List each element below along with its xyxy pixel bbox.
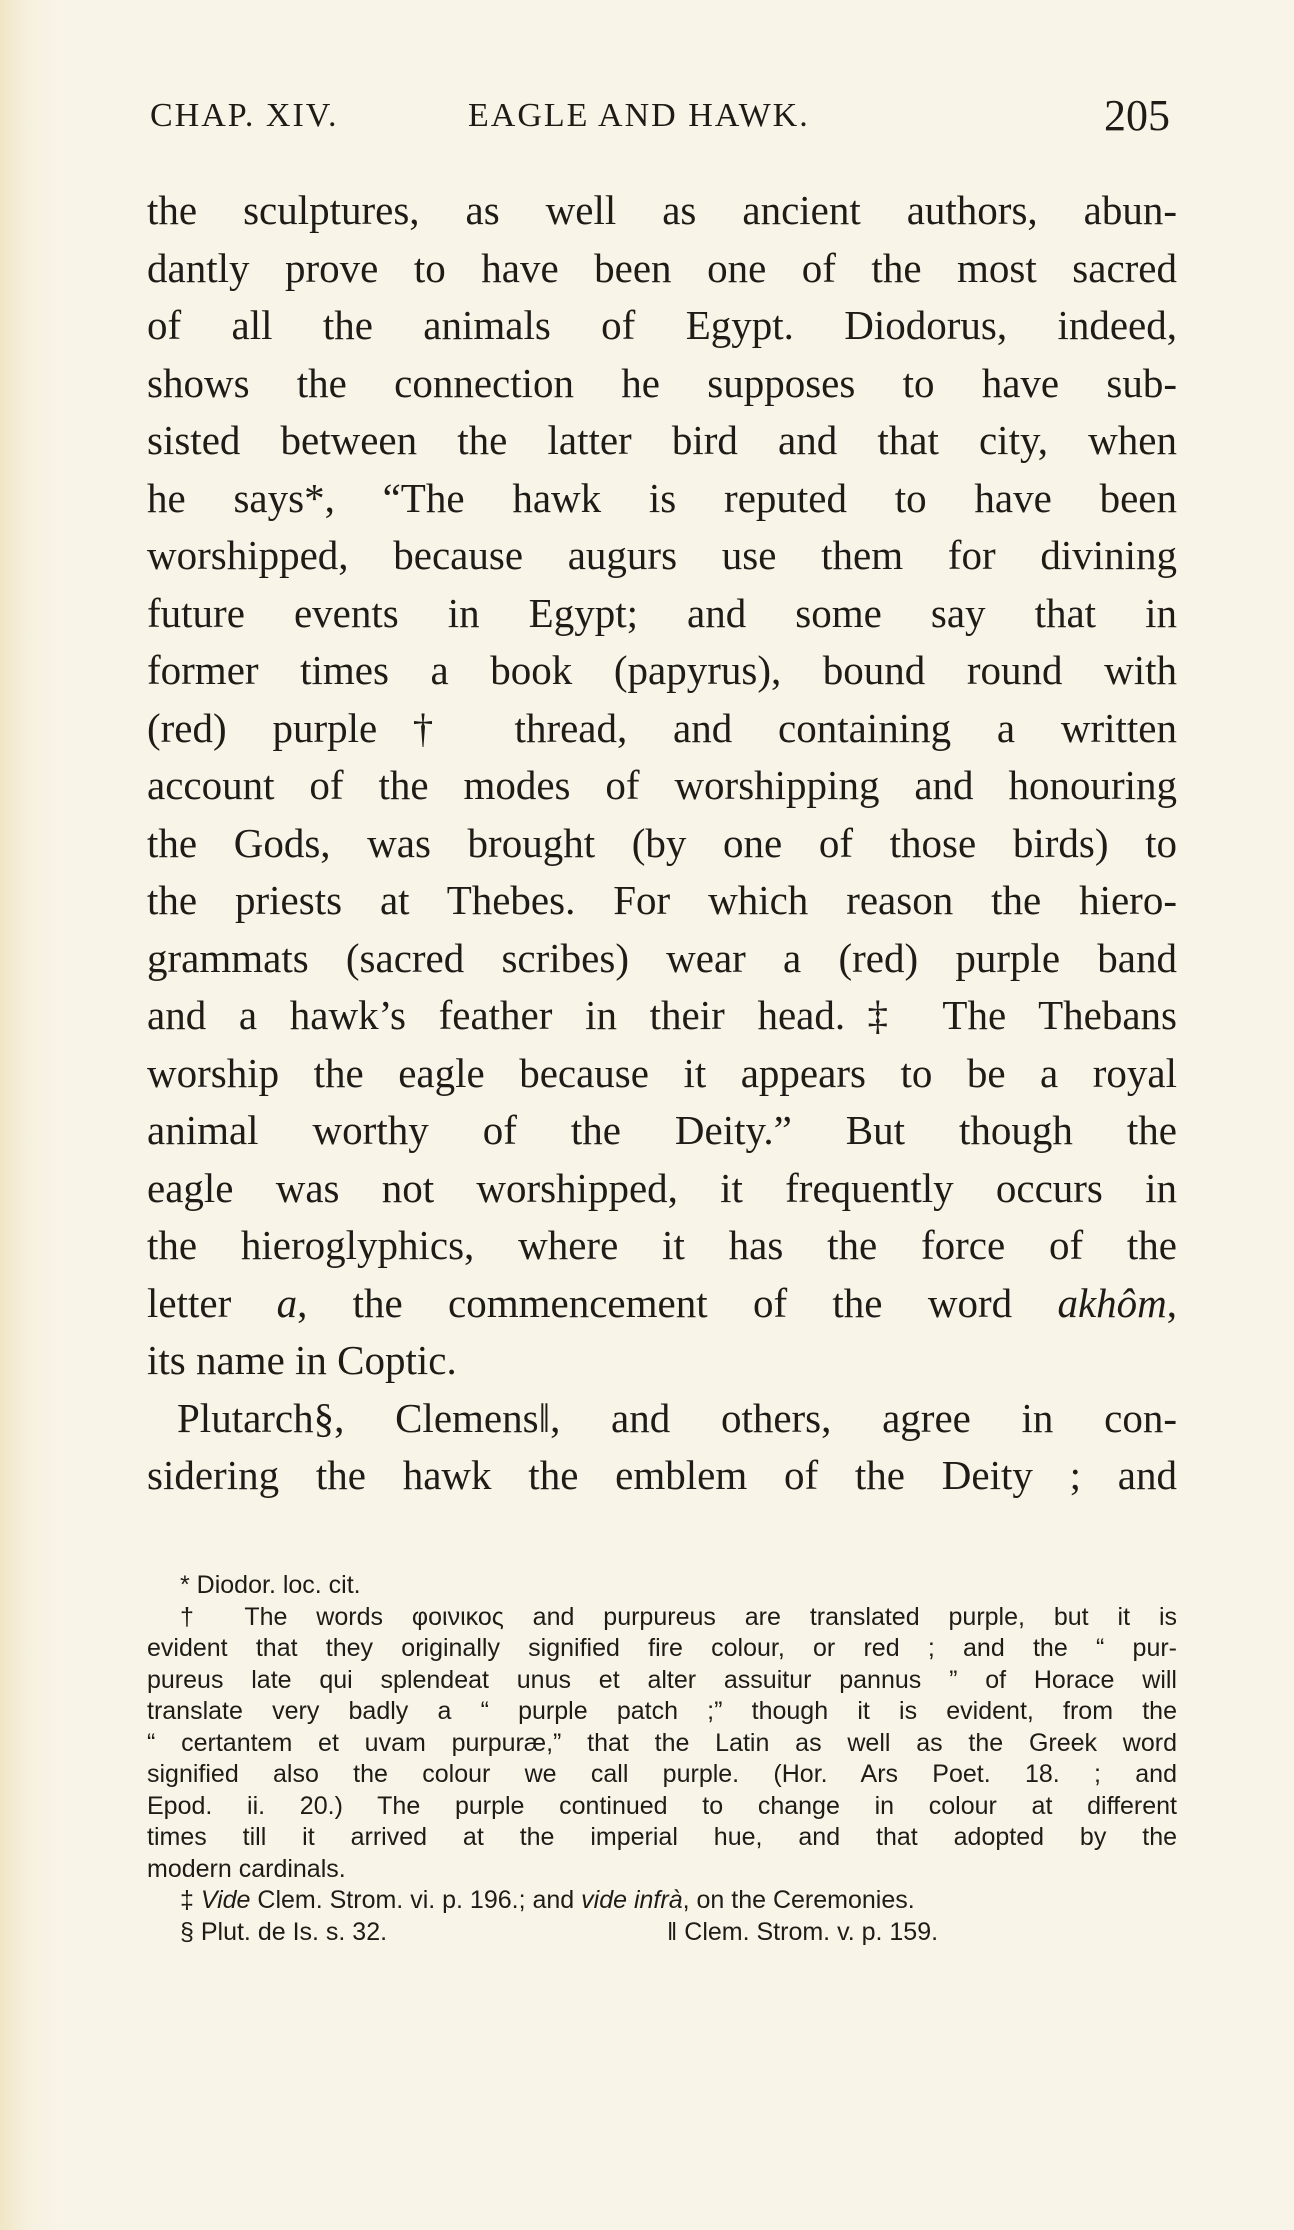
footnote-4: § Plut. de Is. s. 32. (180, 1917, 388, 1946)
chapter-label: CHAP. XIV. (150, 97, 339, 134)
text-line: worship the eagle because it appears to be a royal (147, 1049, 1177, 1096)
text-line: its name in Coptic. (147, 1337, 457, 1383)
text-line: grammats (sacred scribes) wear a (red) purple band (147, 934, 1177, 981)
text-line: and a hawk’s feather in their head.‡ The Thebans (147, 992, 1177, 1038)
footnote-2-line: signified also the colour we call purple. (Hor. Ars Poet. 18. ; and (147, 1760, 1177, 1788)
text-line: the sculptures, as well as ancient authors, abun- (147, 187, 1177, 233)
footnotes (147, 1570, 1177, 1948)
text-fragment: , (1166, 1279, 1177, 1326)
text-line: sisted between the latter bird and that city, when (147, 417, 1177, 463)
text-line: shows the connection he supposes to have sub- (147, 359, 1177, 406)
text-fragment: , on the Ceremonies. (682, 1886, 915, 1914)
footnote-2-line: evident that they originally signified fire colour, or red ; and the “ pur- (147, 1634, 1177, 1662)
text-line: he says*, “The hawk is reputed to have been (147, 474, 1177, 521)
text-line: former times a book (papyrus), bound round with (147, 647, 1177, 693)
text-line: future events in Egypt; and some say that in (147, 589, 1177, 636)
text-fragment: letter (147, 1279, 277, 1326)
footnote-2-line: Epod. ii. 20.) The purple continued to change in colour at different (147, 1791, 1177, 1820)
footnote-2-line: translate very badly a “ purple patch ;” though it is evident, from the (147, 1697, 1177, 1725)
footnote-2-line: † The words φοινικος and purpureus are translated purple, but it is (180, 1602, 1177, 1631)
text-line: dantly prove to have been one of the most sacred (147, 244, 1177, 291)
page-number: 205 (1104, 91, 1170, 140)
italic-vide: Vide (200, 1886, 251, 1914)
text-line: animal worthy of the Deity.” But though the (147, 1107, 1177, 1153)
footnote-4-row (147, 1917, 1177, 1949)
running-title: EAGLE AND HAWK. (468, 97, 810, 134)
text-fragment: Clem. Strom. vi. p. 196.; and (250, 1886, 582, 1914)
text-line: sidering the hawk the emblem of the Deity ; and (147, 1452, 1177, 1498)
footnote-1: * Diodor. loc. cit. (180, 1571, 361, 1599)
text-line: of all the animals of Egypt. Diodorus, indeed, (147, 302, 1177, 348)
text-line: Plutarch§, Clemens‖, and others, agree in con- (177, 1394, 1177, 1441)
text-line: worshipped, because augurs use them for divining (147, 532, 1177, 578)
main-text (147, 182, 1177, 1505)
italic-letter-a: a (276, 1279, 298, 1326)
text-line: eagle was not worshipped, it frequently occurs in (147, 1164, 1177, 1211)
running-header (150, 88, 1170, 144)
text-line (147, 1275, 1177, 1333)
footnote-2-line: times till it arrived at the imperial hue, and that adopted by the (147, 1823, 1177, 1851)
footnote-mark: ‡ (180, 1886, 201, 1914)
italic-vide-infra: vide infrà (581, 1886, 683, 1914)
text-line: the Gods, was brought (by one of those birds) to (147, 819, 1177, 866)
footnote-2-line: modern cardinals. (147, 1854, 346, 1883)
italic-word-akhom: akhôm (1057, 1279, 1167, 1326)
text-line: account of the modes of worshipping and honouring (147, 762, 1177, 808)
text-line: (red) purple† thread, and containing a written (147, 704, 1177, 751)
footnote-3 (147, 1885, 1177, 1917)
footnote-2-line: pureus late qui splendeat unus et alter assuitur pannus ” of Horace will (147, 1665, 1177, 1694)
footnote-2-line: “ certantem et uvam purpuræ,” that the Latin as well as the Greek word (147, 1728, 1177, 1757)
text-line: the hieroglyphics, where it has the force of the (147, 1222, 1177, 1268)
text-line: the priests at Thebes. For which reason the hiero- (147, 877, 1177, 923)
footnote-5: ‖ Clem. Strom. v. p. 159. (667, 1917, 939, 1946)
text-fragment: , the commencement of the word (297, 1279, 1058, 1326)
